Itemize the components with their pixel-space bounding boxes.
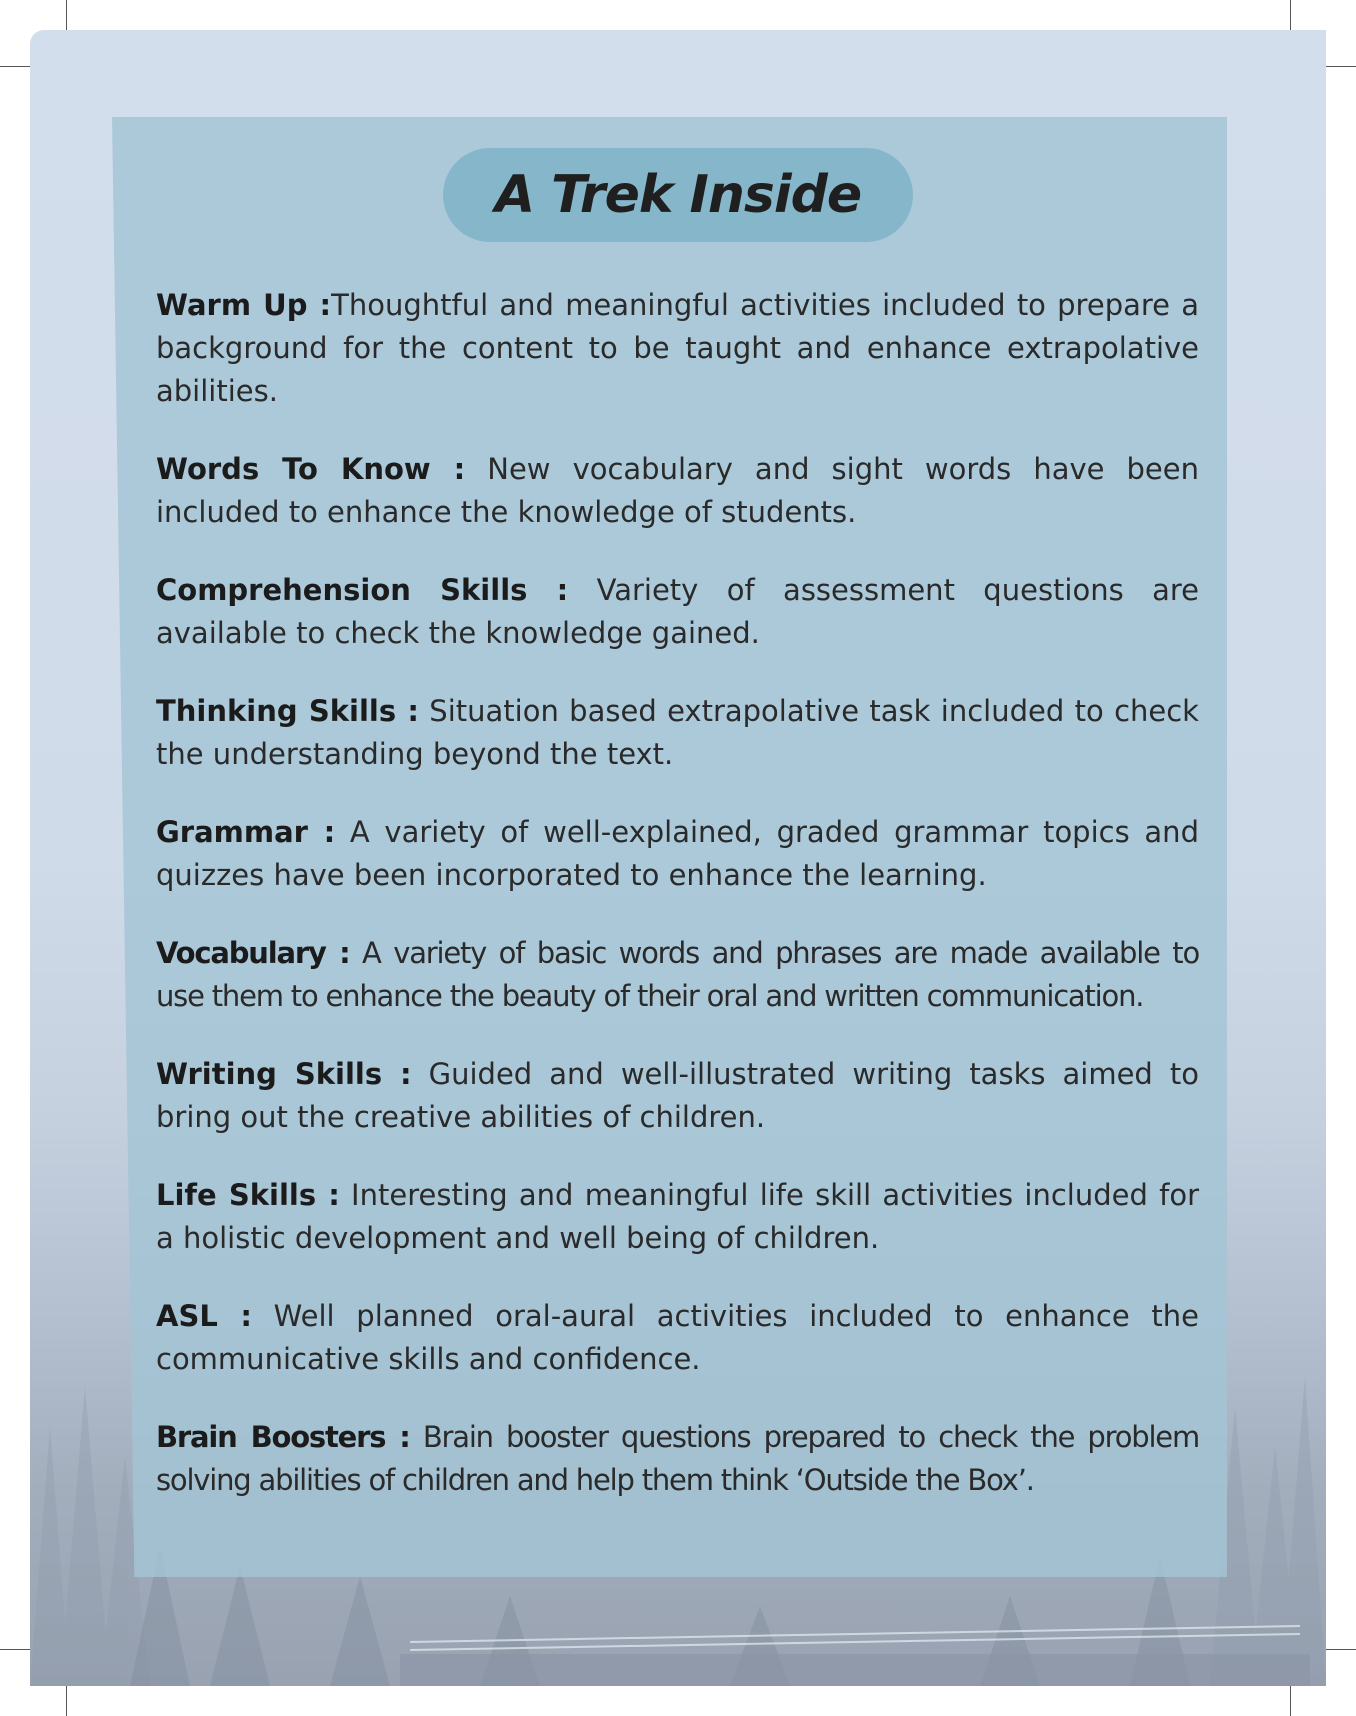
list-item xyxy=(156,690,1199,776)
crop-mark xyxy=(1290,0,1291,32)
list-item xyxy=(156,1174,1199,1260)
list-item xyxy=(156,284,1199,413)
crop-mark xyxy=(66,1684,67,1716)
item-term: Comprehension Skills : xyxy=(156,573,569,607)
item-term: Thinking Skills : xyxy=(156,694,419,728)
item-description: Brain booster questions prepared to check the problem solving abilities of children and help them think ‘Outside the Box’. xyxy=(156,1420,1199,1497)
crop-mark xyxy=(66,0,67,32)
list-item xyxy=(156,1053,1199,1139)
crop-mark xyxy=(0,1649,32,1650)
item-description: A variety of well-explained, graded grammar topics and quizzes have been incorporated to enhance the learning. xyxy=(156,815,1199,892)
list-item xyxy=(156,811,1199,897)
item-description: Guided and well-illustrated writing tasks aimed to bring out the creative abilities of children. xyxy=(156,1057,1199,1134)
item-term: Life Skills : xyxy=(156,1178,340,1212)
crop-mark xyxy=(1324,1649,1356,1650)
list-item xyxy=(156,1416,1199,1502)
list-item xyxy=(156,1295,1199,1381)
page-title: A Trek Inside xyxy=(494,165,862,225)
list-item xyxy=(156,448,1199,534)
item-term: Brain Boosters : xyxy=(156,1420,410,1454)
item-description: Situation based extrapolative task included to check the understanding beyond the text. xyxy=(156,694,1199,771)
item-description: Variety of assessment questions are available to check the knowledge gained. xyxy=(156,573,1199,650)
item-description: New vocabulary and sight words have been included to enhance the knowledge of students. xyxy=(156,452,1199,529)
crop-mark xyxy=(0,66,32,67)
feature-list xyxy=(156,284,1199,1537)
item-description: A variety of basic words and phrases are made available to use them to enhance the beauty of their oral and written communication. xyxy=(156,936,1199,1013)
item-term: Words To Know : xyxy=(156,452,466,486)
title-banner xyxy=(443,148,913,242)
item-description: Well planned oral-aural activities included to enhance the communicative skills and confidence. xyxy=(156,1299,1199,1376)
item-description: Thoughtful and meaningful activities included to prepare a background for the content to be taught and enhance extrapolative abilities. xyxy=(156,288,1199,408)
crop-mark xyxy=(1290,1684,1291,1716)
item-term: ASL : xyxy=(156,1299,252,1333)
crop-mark xyxy=(1324,66,1356,67)
item-term: Writing Skills : xyxy=(156,1057,412,1091)
item-term: Vocabulary : xyxy=(156,936,350,970)
item-term: Grammar : xyxy=(156,815,336,849)
list-item xyxy=(156,932,1199,1018)
item-description: Interesting and meaningful life skill activities included for a holistic development and well being of children. xyxy=(156,1178,1200,1255)
list-item xyxy=(156,569,1199,655)
item-term: Warm Up : xyxy=(156,288,332,322)
